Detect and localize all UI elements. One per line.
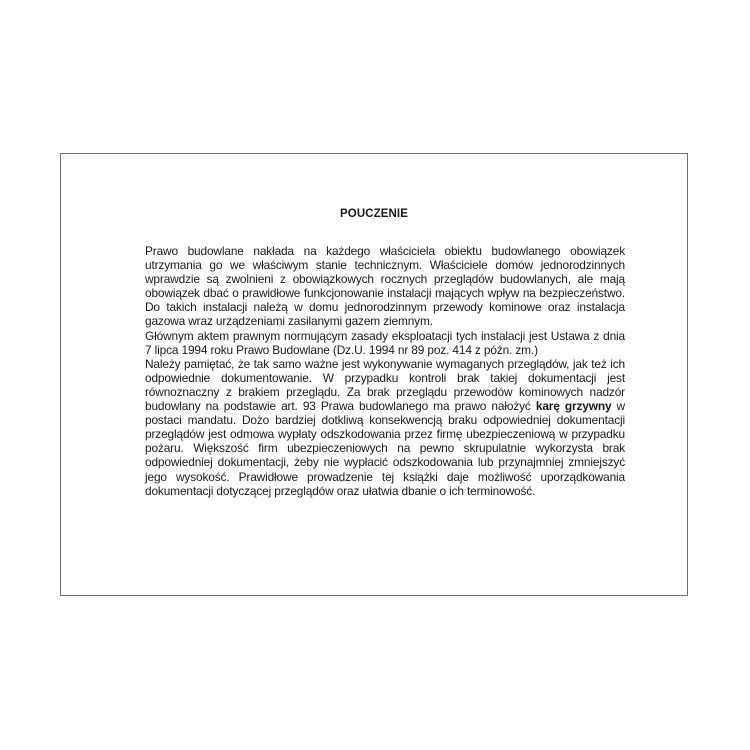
fine-emphasis: karę grzywny (535, 399, 612, 414)
paragraph-documentation (145, 357, 625, 498)
paragraph-legal-act: Głównym aktem prawnym normującym zasady eksploatacji tych instalacji jest Ustawa z dnia 7 lipca 1994 roku Prawo Budowlane (Dz.U. 1994 nr 89 poz. 414 z późn. zm.) (145, 328, 625, 357)
paragraph-obligation: Prawo budowlane nakłada na każdego właściciela obiektu budowlanego obowiązek utrzymania go we właściwym stanie technicznym. Właściciele domów jednorodzinnych wprawdzie są zwolnieni z obowiązkowych rocznych przeglądów budowlanych, ale mają obowiązek dbać o prawidłowe funkcjonowanie instalacji mających wpływ na bezpieczeństwo. Do takich instalacji należą w domu jednorodzinnym przewody kominowe oraz instalacja gazowa wraz urządzeniami zasilanymi gazem ziemnym. (145, 244, 625, 329)
notice-body (145, 244, 625, 498)
paragraph-documentation-end: w postaci mandatu. Dożo bardziej dotkliwą konsekwencją braku odpowiedniej dokumentacji przeglądów jest odmowa wypłaty odszkodowania przez firmę ubezpieczeniową w przypadku pożaru. Większość firm ubezpieczeniowych na pewno skrupulatnie wykorzysta brak odpowiedniej dokumentacji, żeby nie wypłacić odszkodowania lub przynajmniej zmniejszyć jego wysokość. Prawidłowe prowadzenie tej książki daje możliwość uporządkowania dokumentacji dotyczącej przeglądów oraz ułatwia dbanie o ich terminowość. (145, 399, 625, 498)
notice-title: POUCZENIE (340, 208, 408, 220)
paragraph-documentation-start: Należy pamiętać, że tak samo ważne jest wykonywanie wymaganych przeglądów, jak też ich odpowiednie dokumentowanie. W przypadku kontroli brak takiej dokumentacji jest równoznaczny z brakiem przeglądu. Za brak przeglądu przewodów kominowych nadzór budowlany na podstawie art. 93 Prawa budowlanego ma prawo nałożyć (145, 356, 625, 414)
notice-frame (60, 153, 688, 596)
